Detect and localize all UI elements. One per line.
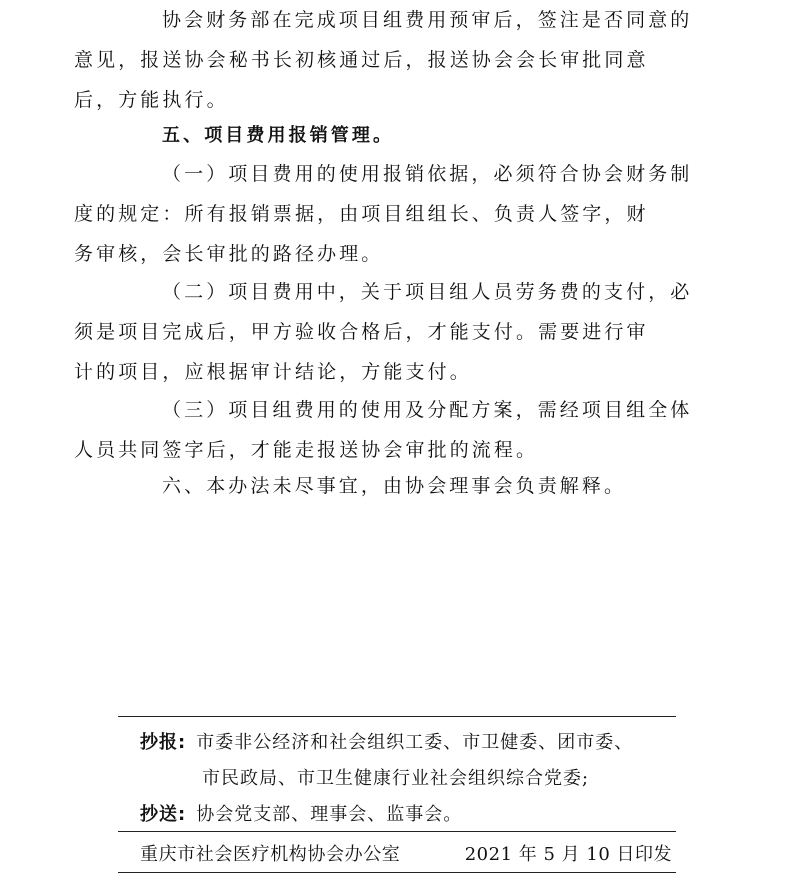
copy-label: 抄送: — [140, 804, 187, 825]
text-line: 度的规定：所有报销票据，由项目组组长、负责人签字，财 — [74, 203, 649, 225]
issuance-footer — [140, 838, 676, 872]
paragraph-item-3 — [74, 390, 693, 470]
paragraph-item-1 — [74, 154, 693, 274]
text-line: （三）项目组费用的使用及分配方案，需经项目组全体 — [162, 399, 693, 421]
text-line: 后，方能执行。 — [74, 89, 229, 111]
divider-middle — [118, 831, 676, 832]
report-label: 抄报: — [140, 732, 187, 753]
issuer-name: 重庆市社会医疗机构协会办公室 — [140, 844, 401, 865]
issue-date: 2021 年 5 月 10 日印发 — [464, 844, 672, 865]
text-line: （一）项目费用的使用报销依据，必须符合协会财务制 — [162, 163, 693, 185]
paragraph-item-2 — [74, 272, 693, 392]
text-line: 人员共同签字后，才能走报送协会审批的流程。 — [74, 439, 539, 461]
text-line: 须是项目完成后，甲方验收合格后，才能支付。需要进行审 — [74, 321, 649, 343]
divider-top — [118, 716, 676, 717]
copy-to-line — [140, 797, 462, 833]
report-to-line-continued: 市民政局、市卫生健康行业社会组织综合党委; — [202, 768, 590, 789]
section-heading-6: 六、本办法未尽事宜，由协会理事会负责解释。 — [162, 475, 627, 497]
text-line: 务审核，会长审批的路径办理。 — [74, 243, 384, 265]
report-to-line — [140, 725, 633, 761]
text-line: 计的项目，应根据审计结论，方能支付。 — [74, 361, 472, 383]
text-line: 意见，报送协会秘书长初核通过后，报送协会会长审批同意 — [74, 49, 649, 71]
paragraph-approval — [74, 0, 693, 120]
text-line: （二）项目费用中，关于项目组人员劳务费的支付，必 — [162, 281, 693, 303]
section-heading-5: 五、项目费用报销管理。 — [162, 125, 395, 146]
report-recipients: 市委非公经济和社会组织工委、市卫健委、团市委、 — [196, 732, 634, 753]
divider-bottom — [118, 872, 676, 873]
copy-recipients: 协会党支部、理事会、监事会。 — [196, 804, 463, 825]
text-line: 协会财务部在完成项目组费用预审后，签注是否同意的 — [162, 9, 693, 31]
